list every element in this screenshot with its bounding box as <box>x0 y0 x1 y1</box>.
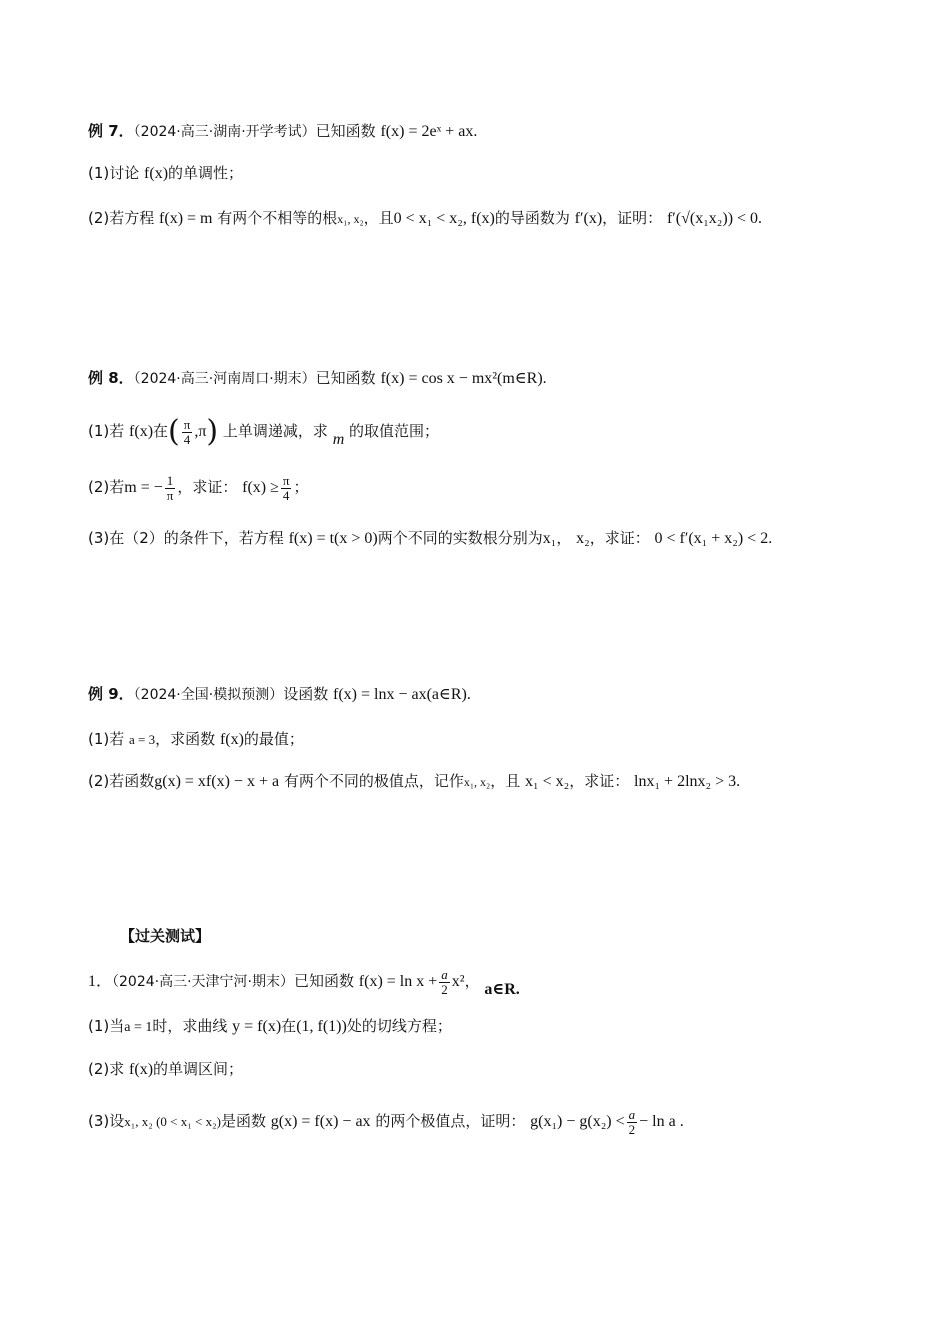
ex7-q2-claim: f′(√(x₁x₂)) < 0. <box>666 210 763 227</box>
ex9-q1-text-b: ，求函数 <box>155 730 216 748</box>
test-func-den: 2 <box>441 981 448 997</box>
ex9-q2-g: g(x) = xf(x) − x + a <box>154 773 280 790</box>
ex8-q1-m <box>333 431 345 448</box>
test-intro: 已知函数 <box>294 972 355 990</box>
ex8-q2-claim-num: π <box>282 472 290 488</box>
ex7-q2-cond: 0 < x₁ < x₂, f(x) <box>393 210 495 227</box>
ex8-q1-frac-den: 4 <box>183 431 191 447</box>
ex8-q2-frac-num: 1 <box>165 474 176 489</box>
ex8-source: （2024·高三·河南周口·期末） <box>133 371 316 387</box>
test-q3-claim: g(x₁) − g(x₂) < <box>530 1113 625 1130</box>
ex7-q2-text-e: ，证明： <box>602 209 663 227</box>
ex7-source: （2024·高三·湖南·开学考试） <box>133 124 316 140</box>
ex9-q2-text-b: 有两个不同的极值点，记作 <box>283 772 464 790</box>
ex8-q1-f: f(x) <box>129 423 154 440</box>
ex9-q2 <box>88 770 740 793</box>
ex8-q1-rparen: ) <box>206 414 219 449</box>
ex9-q1 <box>88 728 304 751</box>
ex8-q2-claim-den: 4 <box>282 487 290 503</box>
ex8-q2-frac-den: π <box>166 487 174 503</box>
test-func-c: ， <box>464 972 480 990</box>
test-q1-point: (1, f(1)) <box>296 1018 347 1035</box>
ex7-function: f(x) = 2eˣ + ax. <box>380 123 478 140</box>
test-source: （2024·高三·天津宁河·期末） <box>112 974 294 990</box>
ex7-q2-text-d: 的导函数为 <box>494 209 570 227</box>
ex8-q3 <box>88 527 772 550</box>
test-q3 <box>88 1102 684 1141</box>
test-q3-text-c: 的两个极值点，证明： <box>375 1112 526 1130</box>
ex8-q2-m: m = − <box>124 479 163 496</box>
ex8-q2-text-a: (2)若 <box>88 478 125 496</box>
ex9-title <box>88 683 471 706</box>
test-q3-num: a <box>628 1106 636 1122</box>
test-heading <box>120 925 210 947</box>
ex9-q2-roots: x₁, x₂ <box>463 775 491 789</box>
ex8-q3-x1: x₁ <box>542 530 557 547</box>
ex8-q1-frac-num: π <box>183 416 191 432</box>
ex8-q3-claim: 0 < f′(x₁ + x₂) < 2. <box>654 530 773 547</box>
ex9-q2-text-c: ，且 <box>490 772 521 790</box>
ex8-function: f(x) = cos x − mx²(m∈R). <box>380 370 547 387</box>
ex7-q2 <box>88 207 762 230</box>
test-q3-roots: x₁, x₂ (0 < x₁ < x₂) <box>124 1114 221 1129</box>
ex8-q1 <box>88 414 439 449</box>
ex9-q1-cond: a = 3 <box>129 732 156 747</box>
ex7-q2-text-a: (2)若方程 <box>88 209 155 227</box>
test-q3-tail: − ln a . <box>639 1113 684 1130</box>
ex9-q1-f: f(x) <box>219 731 244 748</box>
ex8-intro: 已知函数 <box>315 369 376 387</box>
test-q1-text-d: 处的切线方程； <box>346 1017 452 1035</box>
ex8-q2-text-b: ，求证： <box>177 478 238 496</box>
ex8-label: 例 8． <box>88 369 134 387</box>
test-q3-frac <box>627 1108 638 1137</box>
test-title <box>88 962 520 1001</box>
ex8-q2-frac <box>165 474 176 503</box>
test-q3-text-b: 是函数 <box>220 1112 266 1130</box>
test-q1-curve: y = f(x) <box>232 1018 282 1035</box>
ex9-q2-text-d: ，求证： <box>569 772 630 790</box>
test-func-b: x² <box>451 973 465 990</box>
test-func-frac <box>439 968 450 997</box>
ex8-q3-sep: ， <box>556 529 572 547</box>
test-q1 <box>88 1015 452 1039</box>
ex7-q1 <box>88 162 243 185</box>
ex8-q1-in: 在 <box>153 422 169 440</box>
test-label: 1． <box>88 973 113 990</box>
ex8-q2-claim: f(x) ≥ <box>242 479 279 496</box>
ex7-intro: 已知函数 <box>315 122 376 140</box>
test-func-num: a <box>441 966 448 982</box>
ex8-q3-text-a: (3)在（2）的条件下，若方程 <box>88 529 284 547</box>
ex8-q3-text-c: ，求证： <box>589 529 650 547</box>
ex9-q1-text-a: (1)若 <box>88 730 125 748</box>
test-q3-g: g(x) = f(x) − ax <box>270 1113 371 1130</box>
ex8-q2 <box>88 470 308 505</box>
ex9-q2-text-a: (2)若函数 <box>88 772 155 790</box>
ex8-q2-claim-frac <box>281 474 292 503</box>
ex7-title <box>88 120 477 143</box>
ex8-q3-text-b: 两个不同的实数根分别为 <box>377 529 543 547</box>
ex7-q2-roots: x₁, x₂ <box>337 212 364 226</box>
ex7-q2-derivative: f′(x) <box>574 210 603 227</box>
ex8-q1-text-a: (1)若 <box>88 422 125 440</box>
ex7-q1-text-b: 的单调性； <box>168 164 244 182</box>
ex7-q2-eq: f(x) = m <box>159 210 213 227</box>
ex8-q3-x2: x₂ <box>576 530 590 547</box>
ex7-q2-text-c: ，且 <box>363 209 394 227</box>
ex9-q2-claim: lnx₁ + 2lnx₂ > 3. <box>634 773 741 790</box>
ex9-q1-text-c: 的最值； <box>243 730 304 748</box>
ex9-function: f(x) = lnx − ax(a∈R). <box>333 686 471 703</box>
test-q1-text-b: 时，求曲线 <box>152 1017 228 1035</box>
test-q2-text-b: 的单调区间； <box>153 1060 244 1078</box>
ex8-q3-eq: f(x) = t(x > 0) <box>288 530 378 547</box>
test-q2-text-a: (2)求 <box>88 1060 125 1078</box>
test-q3-text-a: (3)设 <box>88 1112 125 1130</box>
ex7-label: 例 7． <box>88 122 134 140</box>
ex8-q1-lparen: ( <box>168 414 180 449</box>
ex7-q2-text-b: 有两个不相等的根 <box>217 209 338 227</box>
test-q2-f: f(x) <box>129 1061 154 1078</box>
ex9-q2-cond: x₁ < x₂ <box>525 773 570 790</box>
ex8-q1-pi: ,π <box>194 423 207 440</box>
ex9-source: （2024·全国·模拟预测） <box>133 687 284 703</box>
ex9-intro: 设函数 <box>283 685 329 703</box>
ex9-label: 例 9． <box>88 685 134 703</box>
test-q3-den: 2 <box>628 1121 636 1137</box>
test-q1-text-c: 在 <box>281 1017 297 1035</box>
ex8-q1-m-var: m <box>332 431 345 448</box>
ex8-q1-frac <box>182 418 193 447</box>
ex8-title <box>88 367 547 390</box>
test-func-a: f(x) = ln x + <box>358 973 438 990</box>
ex8-q2-end: ； <box>293 478 309 496</box>
ex7-q1-math: f(x) <box>144 165 169 182</box>
test-q1-text-a: (1)当 <box>88 1017 125 1035</box>
ex8-q1-text-b: 上单调递减，求 <box>222 422 328 440</box>
ex8-q1-text-c: 的取值范围； <box>349 422 440 440</box>
test-q1-cond: a = 1 <box>124 1020 153 1035</box>
ex7-q1-text-a: (1)讨论 <box>88 164 140 182</box>
test-q2 <box>88 1058 243 1081</box>
test-heading-text: 【过关测试】 <box>120 927 211 945</box>
test-func-set: a∈R. <box>484 981 520 998</box>
